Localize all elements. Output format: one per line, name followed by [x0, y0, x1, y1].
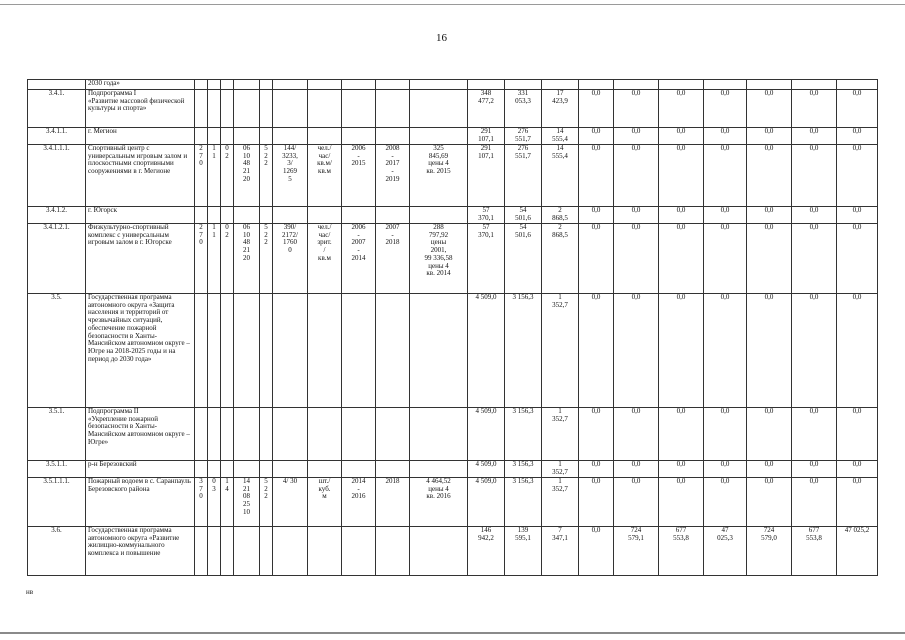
table-cell	[221, 207, 234, 224]
table-cell: 0,0	[837, 461, 878, 478]
table-cell: 57 370,1	[468, 224, 505, 294]
table-cell: 0,0	[747, 294, 792, 408]
table-cell	[260, 527, 273, 576]
row-code-cell: 3.4.1.1.	[28, 128, 86, 145]
table-cell	[260, 207, 273, 224]
table-cell	[376, 294, 410, 408]
row-code-cell: 3.5.1.1.	[28, 461, 86, 478]
table-cell: 0,0	[792, 408, 837, 461]
table-cell: чел./ час/ кв.м/ кв.м	[308, 145, 342, 207]
table-cell	[342, 408, 376, 461]
table-row	[28, 527, 878, 576]
table-cell: 57 370,1	[468, 207, 505, 224]
table-cell: 0,0	[579, 461, 614, 478]
table-cell	[342, 90, 376, 128]
table-cell: 0,0	[659, 408, 704, 461]
table-row	[28, 90, 878, 128]
table-cell: 276 551,7	[505, 128, 542, 145]
table-cell: 0,0	[747, 224, 792, 294]
table-cell	[376, 527, 410, 576]
row-name-cell: Государственная программа автономного округа «Развитие жилищно-коммунального комплекса и повышение	[86, 527, 195, 576]
table-cell	[208, 527, 221, 576]
table-cell: 06 10 48 21 20	[234, 145, 260, 207]
table-cell: 0,0	[579, 478, 614, 527]
table-cell: 0,0	[837, 294, 878, 408]
table-cell: 0,0	[579, 527, 614, 576]
row-name-cell: г. Мегион	[86, 128, 195, 145]
table-cell: 0,0	[747, 145, 792, 207]
table-cell	[308, 527, 342, 576]
table-cell: 0,0	[659, 224, 704, 294]
table-cell: 5 2 2	[260, 224, 273, 294]
table-cell	[260, 90, 273, 128]
table-cell	[208, 408, 221, 461]
table-cell: 0,0	[747, 408, 792, 461]
table-cell	[308, 408, 342, 461]
table-cell: 0,0	[704, 478, 747, 527]
table-cell	[221, 90, 234, 128]
table-cell: 291 107,1	[468, 128, 505, 145]
table-cell: 0,0	[614, 207, 659, 224]
table-cell: 0,0	[614, 294, 659, 408]
table-cell: 2 7 0	[195, 224, 208, 294]
continued-row	[28, 80, 878, 90]
scan-edge-bottom	[0, 632, 905, 634]
continued-text: 2030 года»	[86, 80, 195, 90]
table-cell: 0,0	[837, 90, 878, 128]
row-code-cell: 3.6.	[28, 527, 86, 576]
table-cell	[260, 461, 273, 478]
row-code-cell: 3.4.1.2.1.	[28, 224, 86, 294]
row-code-cell: 3.5.1.1.1.	[28, 478, 86, 527]
table-cell	[342, 207, 376, 224]
row-name-cell: Подпрограмма II «Укрепление пожарной безопасности в Ханты-Мансийском автономном округе – Югре»	[86, 408, 195, 461]
table-cell: 331 053,3	[505, 90, 542, 128]
table-cell	[376, 207, 410, 224]
table-cell: 0,0	[704, 461, 747, 478]
table-cell: 0,0	[614, 128, 659, 145]
table-cell: 0,0	[659, 461, 704, 478]
table-cell: 5 2 2	[260, 478, 273, 527]
table-cell: 4/ 30	[273, 478, 308, 527]
table-cell	[410, 461, 468, 478]
table-cell	[195, 207, 208, 224]
scan-edge-top	[0, 4, 905, 5]
table-cell: 0,0	[747, 478, 792, 527]
table-cell: 276 551,7	[505, 145, 542, 207]
table-cell: 2007 - 2018	[376, 224, 410, 294]
table-cell: 06 10 48 21 20	[234, 224, 260, 294]
table-cell	[260, 294, 273, 408]
table-cell: 3 156,3	[505, 461, 542, 478]
table-cell	[221, 408, 234, 461]
row-code-cell: 3.4.1.	[28, 90, 86, 128]
table-cell: 0,0	[614, 408, 659, 461]
table-cell: 677 553,8	[659, 527, 704, 576]
table-cell: 2 868,5	[542, 207, 579, 224]
table-cell: 139 595,1	[505, 527, 542, 576]
table-cell: 0,0	[614, 461, 659, 478]
table-cell: 0 2	[221, 224, 234, 294]
table-cell: 1 352,7	[542, 478, 579, 527]
table-cell: 0,0	[579, 207, 614, 224]
table-cell: 2 868,5	[542, 224, 579, 294]
table-cell	[342, 128, 376, 145]
table-cell: 0,0	[659, 145, 704, 207]
table-cell: 2006 - 2015	[342, 145, 376, 207]
table-cell: 0,0	[579, 90, 614, 128]
table-cell: 1 1	[208, 145, 221, 207]
table-row	[28, 224, 878, 294]
table-row	[28, 294, 878, 408]
table-cell	[234, 90, 260, 128]
table-row	[28, 478, 878, 527]
table-cell	[195, 408, 208, 461]
budget-table	[27, 79, 878, 576]
table-cell: 0,0	[614, 478, 659, 527]
table-cell: 47 025,2	[837, 527, 878, 576]
row-name-cell: Спортивный центр с универсальным игровым залом и плоскостными спортивными сооружениями в г. Мегионе	[86, 145, 195, 207]
table-cell: 4 464,52 цены 4 кв. 2016	[410, 478, 468, 527]
table-cell: 0,0	[792, 224, 837, 294]
table-cell	[410, 527, 468, 576]
table-cell: 1 4	[221, 478, 234, 527]
table-cell: 0,0	[837, 145, 878, 207]
table-cell	[195, 128, 208, 145]
table-cell: 17 423,9	[542, 90, 579, 128]
table-cell	[234, 461, 260, 478]
table-cell: 0,0	[747, 461, 792, 478]
table-cell	[376, 128, 410, 145]
table-cell: 0,0	[792, 478, 837, 527]
table-cell: 54 501,6	[505, 224, 542, 294]
table-cell	[273, 294, 308, 408]
table-cell: 2006 - 2007 - 2014	[342, 224, 376, 294]
table-row	[28, 145, 878, 207]
table-cell: 2014 - 2016	[342, 478, 376, 527]
table-cell	[308, 294, 342, 408]
table-cell	[208, 90, 221, 128]
table-cell	[260, 128, 273, 145]
table-cell: 0,0	[614, 224, 659, 294]
table-cell: 0,0	[704, 128, 747, 145]
row-name-cell: Пожарный водоем в с. Саранпауль Березовского района	[86, 478, 195, 527]
table-cell	[410, 90, 468, 128]
table-cell: 390/ 2172/ 1760 0	[273, 224, 308, 294]
table-cell: 0,0	[792, 294, 837, 408]
table-cell: 0,0	[837, 408, 878, 461]
table-cell: шт./ куб. м	[308, 478, 342, 527]
table-cell: 724 579,0	[747, 527, 792, 576]
row-name-cell: Государственная программа автономного округа «Защита населения и территорий от чрезвычайных ситуаций, обеспечение пожарной безопасности в Ханты-Мансийском автономном округе – Югре на 2018-2025 годы и на период до 2030 года»	[86, 294, 195, 408]
row-code-cell: 3.5.1.	[28, 408, 86, 461]
table-cell	[342, 294, 376, 408]
table-cell: 0,0	[659, 128, 704, 145]
table-cell: 0,0	[792, 461, 837, 478]
table-cell	[410, 128, 468, 145]
table-cell	[221, 461, 234, 478]
table-cell	[234, 207, 260, 224]
row-name-cell: Подпрограмма I «Развитие массовой физической культуры и спорта»	[86, 90, 195, 128]
table-cell: 54 501,6	[505, 207, 542, 224]
table-cell	[273, 461, 308, 478]
table-cell	[195, 461, 208, 478]
table-cell: 0,0	[579, 294, 614, 408]
table-cell: 0,0	[837, 224, 878, 294]
table-cell: 288 797,92 цены 2001, 99 336,58 цены 4 кв. 2014	[410, 224, 468, 294]
table-cell	[273, 90, 308, 128]
table-cell: 0,0	[659, 207, 704, 224]
table-cell	[308, 90, 342, 128]
table-cell: 2 7 0	[195, 145, 208, 207]
table-cell	[208, 128, 221, 145]
table-cell: 1 352,7	[542, 408, 579, 461]
table-cell	[376, 408, 410, 461]
table-cell: 146 942,2	[468, 527, 505, 576]
table-cell: 677 553,8	[792, 527, 837, 576]
table-cell	[234, 408, 260, 461]
table-cell	[234, 294, 260, 408]
table-cell	[208, 461, 221, 478]
table-cell: 1 352,7	[542, 461, 579, 478]
table-cell: 3 156,3	[505, 294, 542, 408]
table-cell	[342, 461, 376, 478]
table-cell	[195, 294, 208, 408]
table-cell: 47 025,3	[704, 527, 747, 576]
table-cell: 0,0	[704, 145, 747, 207]
table-cell: 0,0	[659, 478, 704, 527]
table-cell	[221, 294, 234, 408]
table-cell	[273, 128, 308, 145]
table-cell: 0 2	[221, 145, 234, 207]
table-cell: 14 555,4	[542, 145, 579, 207]
table-cell: 0,0	[579, 408, 614, 461]
table-cell: 0,0	[579, 128, 614, 145]
table-row	[28, 461, 878, 478]
table-cell: 4 509,0	[468, 461, 505, 478]
table-cell: 0,0	[704, 207, 747, 224]
table-cell: 0,0	[704, 90, 747, 128]
table-cell: 3 7 0	[195, 478, 208, 527]
table-cell	[273, 408, 308, 461]
table-row	[28, 128, 878, 145]
table-cell	[208, 294, 221, 408]
table-cell: 0,0	[792, 90, 837, 128]
table-cell: 0,0	[704, 408, 747, 461]
table-cell: 0,0	[747, 207, 792, 224]
table-cell: 0,0	[614, 145, 659, 207]
table-cell: 0,0	[614, 90, 659, 128]
table-cell: 14 21 08 25 10	[234, 478, 260, 527]
table-cell	[410, 294, 468, 408]
table-cell: 2008 - 2017 - 2019	[376, 145, 410, 207]
table-cell: 0,0	[579, 145, 614, 207]
row-name-cell: Физкультурно-спортивный комплекс с универсальным игровым залом в г. Югорске	[86, 224, 195, 294]
table-cell	[376, 90, 410, 128]
table-cell: 0,0	[792, 128, 837, 145]
table-cell: 0,0	[837, 207, 878, 224]
table-row	[28, 207, 878, 224]
table-cell: 1 352,7	[542, 294, 579, 408]
table-cell: 14 555,4	[542, 128, 579, 145]
table-cell: 0,0	[792, 145, 837, 207]
footer-mark: нв	[26, 588, 34, 596]
row-name-cell: г. Югорск	[86, 207, 195, 224]
table-cell	[195, 527, 208, 576]
table-cell: 291 107,1	[468, 145, 505, 207]
table-cell: 3 156,3	[505, 478, 542, 527]
table-cell: 0,0	[747, 90, 792, 128]
table-cell: 724 579,1	[614, 527, 659, 576]
table-cell	[234, 128, 260, 145]
table-cell: 325 845,69 цены 4 кв. 2015	[410, 145, 468, 207]
table-cell: 0,0	[837, 128, 878, 145]
table-cell: чел./ час/ зрит. / кв.м	[308, 224, 342, 294]
table-cell	[273, 207, 308, 224]
table-cell: 4 509,0	[468, 294, 505, 408]
table-cell	[410, 408, 468, 461]
table-cell	[195, 90, 208, 128]
table-cell: 0 3	[208, 478, 221, 527]
row-code-cell: 3.4.1.2.	[28, 207, 86, 224]
row-code-cell: 3.5.	[28, 294, 86, 408]
table-cell: 0,0	[837, 478, 878, 527]
table-cell: 144/ 3233, 3/ 1269 5	[273, 145, 308, 207]
table-cell	[308, 207, 342, 224]
table-cell: 2018	[376, 478, 410, 527]
table-cell	[273, 527, 308, 576]
table-cell	[376, 461, 410, 478]
table-cell: 4 509,0	[468, 408, 505, 461]
table-cell: 348 477,2	[468, 90, 505, 128]
table-cell: 5 2 2	[260, 145, 273, 207]
table-cell: 7 347,1	[542, 527, 579, 576]
table-cell: 0,0	[704, 224, 747, 294]
table-row	[28, 408, 878, 461]
table-cell	[234, 527, 260, 576]
table-cell	[221, 128, 234, 145]
row-name-cell: р-н Березовский	[86, 461, 195, 478]
table-cell	[308, 461, 342, 478]
table-cell: 0,0	[579, 224, 614, 294]
table-cell	[221, 527, 234, 576]
table-cell: 4 509,0	[468, 478, 505, 527]
table-cell	[410, 207, 468, 224]
table-cell: 1 1	[208, 224, 221, 294]
table-cell: 0,0	[659, 294, 704, 408]
table-cell	[260, 408, 273, 461]
table-cell	[342, 527, 376, 576]
table-cell	[308, 128, 342, 145]
table-cell: 0,0	[792, 207, 837, 224]
table-cell: 0,0	[747, 128, 792, 145]
page-number: 16	[436, 32, 447, 44]
table-cell: 0,0	[659, 90, 704, 128]
table-cell: 3 156,3	[505, 408, 542, 461]
row-code-cell: 3.4.1.1.1.	[28, 145, 86, 207]
table-cell: 0,0	[704, 294, 747, 408]
table-cell	[208, 207, 221, 224]
